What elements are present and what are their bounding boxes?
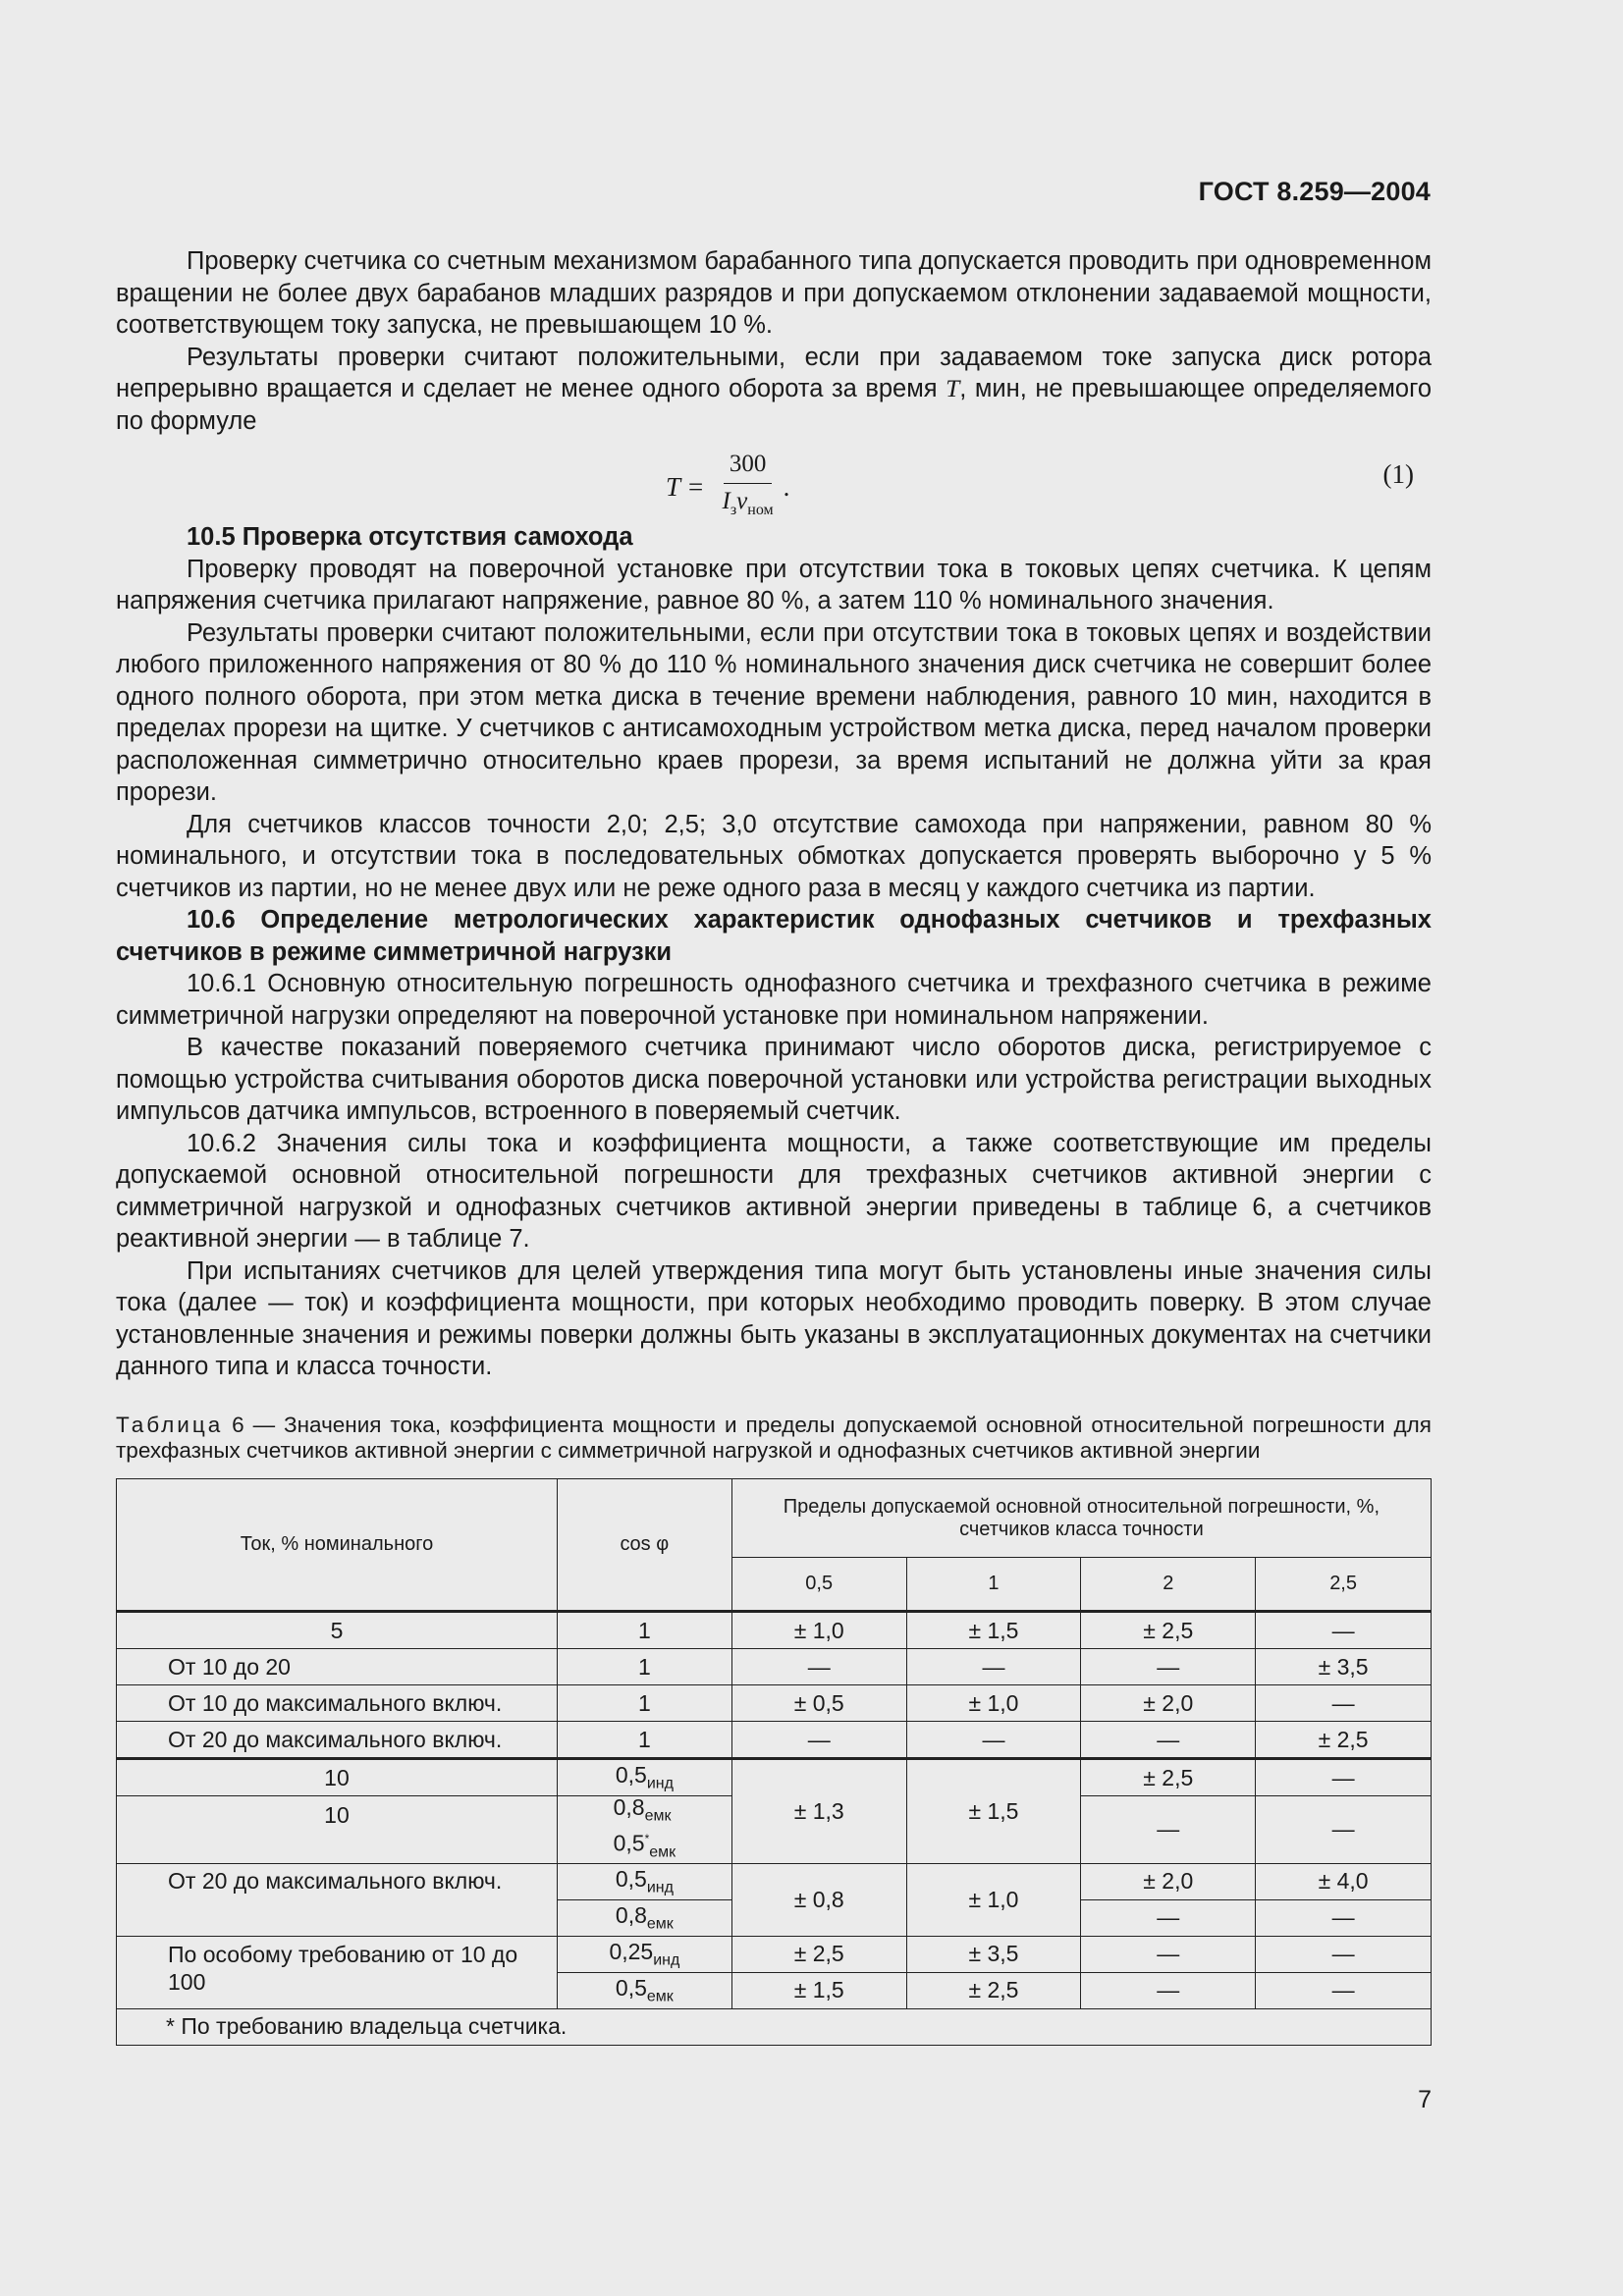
cell-limit: — xyxy=(1256,1759,1432,1796)
cell-cos: 1 xyxy=(557,1722,731,1759)
cell-cos: $0,5_{емк}$ xyxy=(557,1972,731,2008)
cell-limit: ± 1,5 xyxy=(906,1612,1081,1649)
cell-limit: ± 2,0 xyxy=(1081,1685,1256,1722)
formula-numerator: 300 xyxy=(724,449,773,484)
cell-limit: ± 2,5 xyxy=(731,1936,906,1972)
paragraph: 10.6.1 Основную относительную погрешность однофазного счетчика и трехфазного счетчика в режиме симметричной нагрузки определяют на поверочной установке при номинальном напряжении. xyxy=(116,970,1432,1030)
table-row xyxy=(117,1722,1432,1759)
cell-limit: ± 1,0 xyxy=(731,1612,906,1649)
table-row xyxy=(117,1649,1432,1685)
cell-current: По особому требованию от 10 до 100 xyxy=(117,1936,558,2008)
cell-limit: — xyxy=(1256,1899,1432,1936)
cell-limit: — xyxy=(1081,1649,1256,1685)
body-text xyxy=(116,245,1432,1383)
cell-limit: — xyxy=(906,1722,1081,1759)
cell-cos: 1 xyxy=(557,1612,731,1649)
cell-limit: ± 0,5 xyxy=(731,1685,906,1722)
paragraph: При испытаниях счетчиков для целей утверждения типа могут быть установлены иные значения силы тока (далее — ток) и коэффициента мощности, при которых необходимо проводить поверку. В этом случае установленные значения и режимы поверки должны быть указаны в эксплуатационных документах на счетчики данного типа и класса точности. xyxy=(116,1256,1432,1380)
table-row xyxy=(117,1685,1432,1722)
header-class: 0,5 xyxy=(731,1558,906,1612)
header-class: 1 xyxy=(906,1558,1081,1612)
cell-limit: ± 3,5 xyxy=(906,1936,1081,1972)
table-footnote: * По требованию владельца счетчика. xyxy=(117,2008,1432,2045)
cell-cos: $0,5_{инд}$ xyxy=(557,1759,731,1796)
cell-limit: — xyxy=(731,1722,906,1759)
cell-limit: ± 1,5 xyxy=(906,1759,1081,1864)
paragraph: Для счетчиков классов точности 2,0; 2,5; 3,0 отсутствие самохода при напряжении, равном 80 % номинального, и отсутствии тока в последовательных обмотках допускается проверять выборочно у 5 % счетчиков из партии, но не менее двух или не реже одного раза в месяц у каждого счетчика из партии. xyxy=(116,810,1432,902)
header-current: Ток, % номинального xyxy=(117,1479,558,1612)
table-footnote-row xyxy=(117,2008,1432,2045)
cell-current: 5 xyxy=(117,1612,558,1649)
cell-cos: 1 xyxy=(557,1649,731,1685)
cell-limit: ± 1,0 xyxy=(906,1685,1081,1722)
page-number: 7 xyxy=(1418,2086,1432,2113)
cell-cos: $0,25_{инд}$ xyxy=(557,1936,731,1972)
cell-limit: — xyxy=(1081,1899,1256,1936)
cell-limit: ± 2,5 xyxy=(906,1972,1081,2008)
paragraph: Результаты проверки считают положительными, если при отсутствии тока в токовых цепях и воздействии любого приложенного напряжения от 80 % до 110 % номинального значения диск счетчика не совершит более одного полного оборота, при этом метка диска в течение времени наблюдения, равного 10 мин, находится в пределах прорези на щитке. У счетчиков с антисамоходным устройством метка диска, перед началом проверки расположенная симметрично относительно краев прорези, за время испытаний не должна уйти за края прорези. xyxy=(116,618,1432,806)
table-row xyxy=(117,1612,1432,1649)
cell-limit: — xyxy=(906,1649,1081,1685)
cell-limit: — xyxy=(1081,1936,1256,1972)
paragraph-text: Результаты проверки считают положительными, если при задаваемом токе запуска диск ротора непрерывно вращается и сделает не менее одного оборота за время xyxy=(116,343,1432,402)
table-row xyxy=(117,1759,1432,1796)
cell-current: 10 xyxy=(117,1796,558,1864)
section-heading-10-5: 10.5 Проверка отсутствия самохода xyxy=(187,523,633,551)
formula-tail: . xyxy=(783,472,790,503)
header-class: 2,5 xyxy=(1256,1558,1432,1612)
formula-fraction xyxy=(723,449,774,526)
formula-lhs: T = xyxy=(666,472,705,503)
table-caption-text: 6 — Значения тока, коэффициента мощности и пределы допускаемой основной относительной погрешности для трехфазных счетчиков активной энергии с симметричной нагрузкой и однофазных счетчиков активной энергии xyxy=(116,1413,1432,1463)
variable-t: T xyxy=(946,374,960,402)
cell-limit: ± 4,0 xyxy=(1256,1863,1432,1899)
document-id: ГОСТ 8.259—2004 xyxy=(1198,177,1431,206)
header-class: 2 xyxy=(1081,1558,1256,1612)
paragraph: В качестве показаний поверяемого счетчика принимают число оборотов диска, регистрируемое с помощью устройства считывания оборотов диска поверочной установки или устройства регистрации выходных импульсов датчика импульсов, встроенного в поверяемый счетчик. xyxy=(116,1034,1432,1125)
table-row xyxy=(117,1863,1432,1899)
table-caption-word: Таблица xyxy=(116,1413,224,1437)
cell-limit: ± 1,5 xyxy=(731,1972,906,2008)
table-row xyxy=(117,1936,1432,1972)
cell-limit: — xyxy=(731,1649,906,1685)
cell-limit: ± 0,8 xyxy=(731,1863,906,1936)
header-limits: Пределы допускаемой основной относительной погрешности, %, счетчиков класса точности xyxy=(731,1479,1431,1558)
cell-limit: — xyxy=(1256,1936,1432,1972)
cell-limit: ± 2,5 xyxy=(1081,1612,1256,1649)
cell-limit: — xyxy=(1081,1796,1256,1864)
paragraph xyxy=(116,342,1432,438)
formula-1 xyxy=(116,441,1432,521)
section-heading-10-6: 10.6 Определение метрологических характеристик однофазных счетчиков и трехфазных счетчиков в режиме симметричной нагрузки xyxy=(116,906,1432,966)
cell-current: От 10 до максимального включ. xyxy=(117,1685,558,1722)
paragraph: Проверку счетчика со счетным механизмом барабанного типа допускается проводить при одновременном вращении не более двух барабанов младших разрядов и при допускаемом отклонении задаваемой мощности, соответствующем току запуска, не превышающем 10 %. xyxy=(116,247,1432,339)
cell-limit: ± 1,0 xyxy=(906,1863,1081,1936)
cell-cos: 1 xyxy=(557,1685,731,1722)
paragraph-text: , мин, не превышающее определяемого по формуле xyxy=(116,375,1432,435)
cell-current: 10 xyxy=(117,1759,558,1796)
paragraph: Проверку проводят на поверочной установке при отсутствии тока в токовых цепях счетчика. К цепям напряжения счетчика прилагают напряжение, равное 80 %, а затем 110 % номинального значения. xyxy=(116,555,1432,614)
cell-limit: ± 2,5 xyxy=(1081,1759,1256,1796)
cell-current: От 10 до 20 xyxy=(117,1649,558,1685)
table-caption xyxy=(116,1413,1432,1464)
cell-cos: $0,8_{емк}$ $0,5^*_{емк}$ xyxy=(557,1796,731,1864)
cell-limit: ± 3,5 xyxy=(1256,1649,1432,1685)
paragraph: 10.6.2 Значения силы тока и коэффициента мощности, а также соответствующие им пределы допускаемой основной относительной погрешности для трехфазных счетчиков активной энергии с симметричной нагрузкой и однофазных счетчиков активной энергии приведены в таблице 6, а счетчиков реактивной энергии — в таблице 7. xyxy=(116,1129,1432,1253)
cell-limit: — xyxy=(1081,1972,1256,2008)
cell-cos: $0,5_{инд}$ xyxy=(557,1863,731,1899)
cell-cos: $0,8_{емк}$ xyxy=(557,1899,731,1936)
cell-limit: ± 2,5 xyxy=(1256,1722,1432,1759)
cell-current: От 20 до максимального включ. xyxy=(117,1863,558,1936)
cell-current: От 20 до максимального включ. xyxy=(117,1722,558,1759)
cell-limit: — xyxy=(1256,1796,1432,1864)
header-cos: cos φ xyxy=(557,1479,731,1612)
cell-limit: — xyxy=(1256,1972,1432,2008)
cell-limit: — xyxy=(1256,1612,1432,1649)
cell-limit: — xyxy=(1256,1685,1432,1722)
cell-limit: — xyxy=(1081,1722,1256,1759)
cell-limit: ± 1,3 xyxy=(731,1759,906,1864)
formula-denominator: $I_зv_{ном}$ xyxy=(722,487,774,518)
cell-limit: ± 2,0 xyxy=(1081,1863,1256,1899)
table-6 xyxy=(116,1478,1432,2046)
formula-number: (1) xyxy=(1382,459,1414,489)
